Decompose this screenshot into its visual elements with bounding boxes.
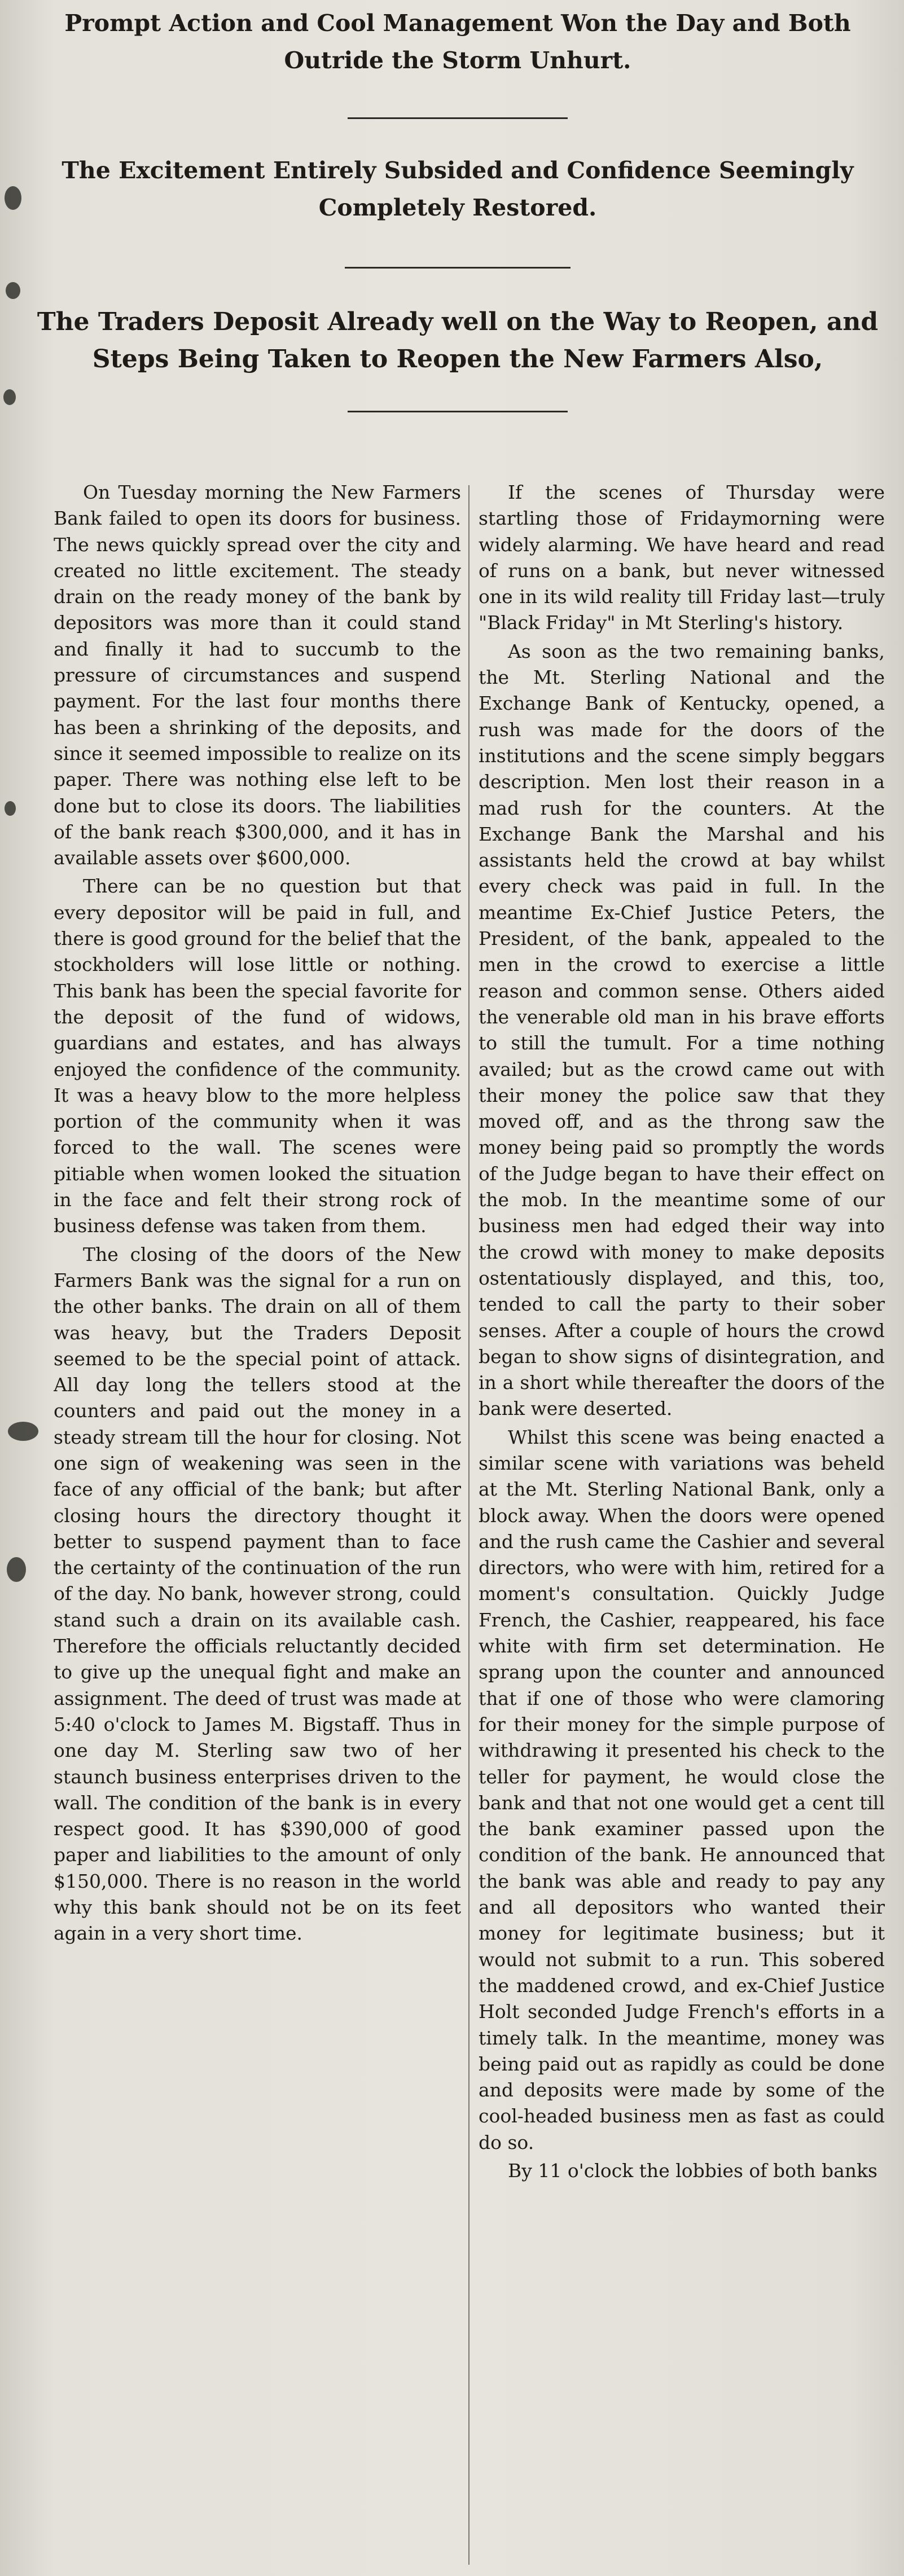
ink-blot [7, 1557, 26, 1582]
headline-second: The Excitement Entirely Subsided and Confidence Seemingly Completely Restored. [62, 157, 854, 221]
headline-divider-3 [348, 411, 568, 412]
headline-divider-1 [348, 117, 568, 119]
ink-blot [8, 1422, 38, 1441]
right-paragraph-2: As soon as the two remaining banks, the Mt. Sterling National and the Exchange Bank of Kentucky, opened, a rush was made for the doors of the institutions and the scene simply beggars description. Men lost their reason in a mad rush for the counters. At the Exchange Bank the Marshal and his assistants held the crowd at bay whilst every check was paid in full. In the meantime Ex-Chief Justice Peters, the President, of the bank, appealed to the men in the crowd to exercise a little reason and common sense. Others aided the venerable old man in his brave efforts to still the tumult. For a time nothing availed; but as the crowd came out with their money the police saw that they moved off, and as the throng saw the money being paid so promptly the words of the Judge began to have their effect on the mob. In the meantime some of our business men had edged their way into the crowd with money to make deposits ostentatiously displayed, and this, too, tended to call the party to their sober senses. After a couple of hours the crowd began to show signs of disintegration, and in a short while thereafter the doors of the bank were deserted. [479, 640, 885, 1420]
ink-blot [5, 801, 16, 816]
ink-blot [6, 282, 20, 299]
left-column [54, 480, 461, 2570]
headline-third: The Traders Deposit Already well on the Way to Reopen, and Steps Being Taken to Reopen the New Farmers Also, [37, 307, 879, 373]
right-paragraph-3: Whilst this scene was being enacted a similar scene with variations was beheld at the Mt. Sterling National Bank, only a block away. When the doors were opened and the rush came the Cashier and several directors, who were with him, retired for a moment's consultation. Quickly Judge French, the Cashier, reappeared, his face white with firm set determination. He sprang upon the counter and announced that if one of those who were clamoring for their money for the simple purpose of withdrawing it presented his check to the teller for payment, he would close the bank and that not one would get a cent till the bank examiner passed upon the condition of the bank. He announced that the bank was able and ready to pay any and all depositors who wanted their money for legitimate business; but it would not submit to a run. This sobered the maddened crowd, and ex-Chief Justice Holt seconded Judge French's efforts in a timely talk. In the meantime, money was being paid out as rapidly as could be done and deposits were made by some of the cool-headed business men as fast as could do so. [479, 1426, 885, 2153]
headline-stack [34, 0, 881, 412]
left-paragraph-1: On Tuesday morning the New Farmers Bank failed to open its doors for business. The news quickly spread over the city and created no little excitement. The steady drain on the ready money of the bank by depositors was more than it could stand and finally it had to succumb to the pressure of circumstances and suspend payment. For the last four months there has been a shrinking of the deposits, and since it seemed impossible to realize on its paper. There was nothing else left to be done but to close its doors. The liabilities of the bank reach $300,000, and it has in available assets over $600,000. [54, 481, 461, 869]
right-paragraph-4: By 11 o'clock the lobbies of both banks [508, 2160, 877, 2182]
column-divider [468, 485, 469, 2565]
ink-blot [3, 389, 16, 405]
left-paragraph-3: The closing of the doors of the New Farmers Bank was the signal for a run on the other banks. The drain on all of them was heavy, but the Traders Deposit seemed to be the special point of attack. All day long the tellers stood at the counters and paid out the money in a steady stream till the hour for closing. Not one sign of weakening was seen in the face of any official of the bank; but after closing hours the directory thought it better to suspend payment than to face the certainty of the continuation of the run of the day. No bank, however strong, could stand such a drain on its available cash. Therefore the officials reluctantly decided to give up the unequal fight and make an assignment. The deed of trust was made at 5:40 o'clock to James M. Bigstaff. Thus in one day M. Sterling saw two of her staunch business enterprises driven to the wall. The condition of the bank is in every respect good. It has $390,000 of good paper and liabilities to the amount of only $150,000. There is no reason in the world why this bank should not be on its feet again in a very short time. [54, 1243, 461, 1945]
headline-divider-2 [345, 267, 571, 269]
article-body [0, 480, 904, 2576]
headline-first: Prompt Action and Cool Management Won the Day and Both Outride the Storm Unhurt. [64, 10, 851, 74]
ink-blot [5, 186, 21, 210]
right-column [479, 480, 885, 2570]
left-paragraph-2: There can be no question but that every depositor will be paid in full, and there is good ground for the belief that the stockholders will lose little or nothing. This bank has been the special favorite for the deposit of the fund of widows, guardians and estates, and has always enjoyed the confidence of the community. It was a heavy blow to the more helpless portion of the community when it was forced to the wall. The scenes were pitiable when women looked the situation in the face and felt their strong rock of business defense was taken from them. [54, 875, 461, 1237]
right-paragraph-1: If the scenes of Thursday were startling those of Fridaymorning were widely alarming. We have heard and read of runs on a bank, but never witnessed one in its wild reality till Friday last—truly "Black Friday" in Mt Sterling's history. [479, 481, 885, 634]
